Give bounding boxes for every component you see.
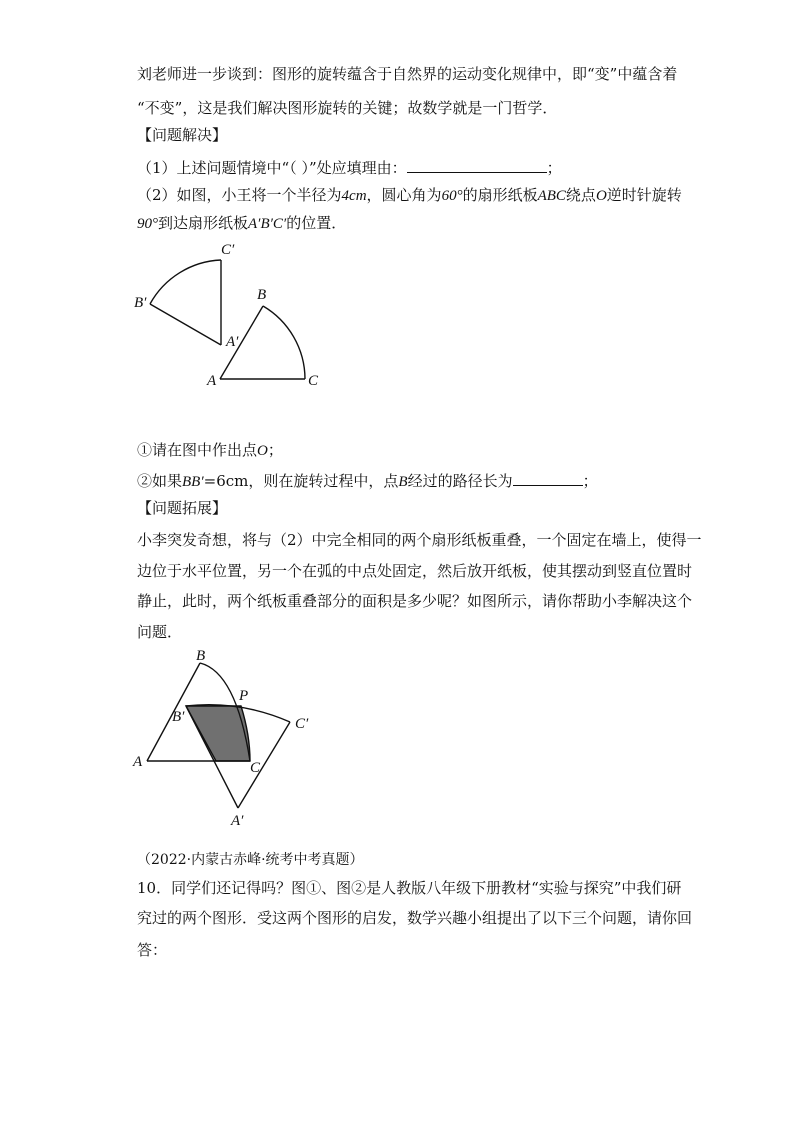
figure-overlap <box>130 645 330 835</box>
text-run: ，则在旋转过程中，点 <box>248 472 399 490</box>
question-1 <box>137 157 562 178</box>
label-c: C <box>250 760 261 776</box>
paragraph-line: 小李突发奇想，将与（2）中完全相同的两个扇形纸板重叠，一个固定在墙上，使得一 <box>137 531 702 549</box>
paragraph-line: 问题． <box>137 623 183 641</box>
question-10-line: 10．同学们还记得吗？图①、图②是人教版八年级下册教材“实验与探究”中我们研 <box>137 879 682 897</box>
figure-rotation <box>130 238 340 398</box>
label-b: B <box>196 648 206 664</box>
text-run: ； <box>582 472 598 490</box>
arc-bc <box>263 306 305 379</box>
label-a1: A′ <box>226 334 239 350</box>
radius-value: 4cm <box>341 188 367 204</box>
label-b1: B′ <box>134 295 147 311</box>
text-run: ； <box>267 441 283 459</box>
source-note: （2022·内蒙古赤峰·统考中考真题） <box>137 852 364 868</box>
point-name: O <box>257 443 268 459</box>
text-run: ①请在图中作出点 <box>137 441 258 459</box>
label-p: P <box>239 688 249 704</box>
paragraph-line: 静止，此时，两个纸板重叠部分的面积是多少呢？如图所示，请你帮助小李解决这个 <box>137 592 693 610</box>
question-2-line-2 <box>137 213 346 234</box>
question-1-text: （1）上述问题情境中“（ ）”处应填理由： <box>137 159 407 177</box>
text-run: ②如果 <box>137 472 183 490</box>
arc-b1c1 <box>150 260 221 304</box>
question-1-end: ； <box>546 159 562 177</box>
label-a: A <box>133 754 143 770</box>
rotation-value: 90° <box>137 216 158 232</box>
label-a1: A′ <box>231 813 244 829</box>
length-value: =6cm <box>203 472 249 490</box>
text-run: 逆时针旋转 <box>606 186 682 204</box>
section-heading: 【问题解决】 <box>137 126 228 144</box>
question-10-line: 究过的两个图形．受这两个图形的启发，数学兴趣小组提出了以下三个问题，请你回 <box>137 909 693 927</box>
paragraph-line: 边位于水平位置，另一个在弧的中点处固定，然后放开纸板，使其摆动到竖直位置时 <box>137 562 693 580</box>
text-run: 经过的路径长为 <box>407 472 513 490</box>
sub-question-1 <box>137 440 283 461</box>
point-name: B <box>398 474 408 490</box>
text-run: 绕点 <box>565 186 596 204</box>
answer-blank <box>407 157 547 173</box>
paragraph-line: “不变”，这是我们解决图形旋转的关键；故数学就是一门哲学． <box>137 99 558 117</box>
sub-question-2 <box>137 470 598 492</box>
text-run: 到达扇形纸板 <box>158 214 249 232</box>
section-heading: 【问题拓展】 <box>137 499 228 517</box>
label-c1: C′ <box>221 242 235 258</box>
segment-a1b1 <box>150 304 221 345</box>
sector-name: ABC <box>537 188 566 204</box>
segment-name: BB′ <box>182 474 204 490</box>
label-b: B <box>257 287 267 303</box>
text-run: ，圆心角为 <box>366 186 442 204</box>
question-2-line-1 <box>137 185 682 206</box>
sector-name: A′B′C′ <box>248 216 287 232</box>
label-a: A <box>207 373 217 389</box>
overlap-shaded-region <box>186 706 250 761</box>
angle-value: 60° <box>441 188 463 204</box>
paragraph-line: 刘老师进一步谈到：图形的旋转蕴含于自然界的运动变化规律中，即“变”中蕴含着 <box>137 65 678 83</box>
question-10-line: 答： <box>137 941 168 959</box>
answer-blank <box>513 470 583 486</box>
text-run: （2）如图，小王将一个半径为 <box>137 186 342 204</box>
label-c: C <box>308 373 319 389</box>
label-b1: B′ <box>172 709 185 725</box>
label-c1: C′ <box>295 716 309 732</box>
point-name: O <box>595 188 607 204</box>
text-run: 的扇形纸板 <box>462 186 538 204</box>
text-run: 的位置． <box>286 214 347 232</box>
